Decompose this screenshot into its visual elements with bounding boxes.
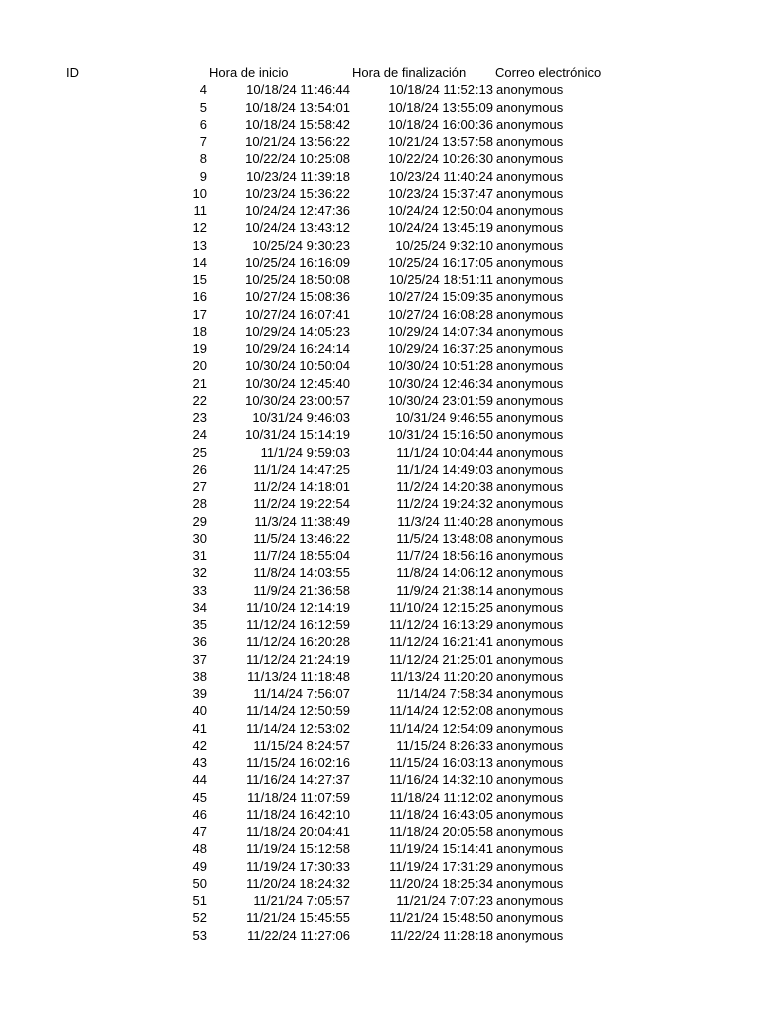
table-row	[0, 927, 768, 944]
cell-id: 11	[193, 203, 207, 218]
cell-end-time: 11/19/24 15:14:41	[389, 841, 493, 857]
cell-start-time: 11/13/24 11:18:48	[247, 668, 350, 684]
cell-end-time: 10/23/24 15:37:47	[388, 185, 493, 201]
table-row	[0, 702, 768, 719]
cell-email: anonymous	[496, 772, 564, 788]
cell-id: 28	[192, 496, 207, 512]
table-row	[0, 771, 768, 788]
cell-email: anonymous	[496, 151, 564, 167]
cell-id: 19	[192, 341, 207, 356]
cell-email: anonymous	[496, 720, 564, 736]
cell-start-time: 11/14/24 7:56:07	[253, 686, 350, 701]
cell-id: 47	[192, 824, 207, 839]
cell-email: anonymous	[496, 220, 564, 236]
table-row	[0, 461, 768, 478]
cell-email: anonymous	[496, 375, 564, 391]
cell-start-time: 10/30/24 23:00:57	[245, 392, 350, 408]
cell-id: 25	[192, 444, 207, 460]
cell-email: anonymous	[496, 427, 564, 443]
cell-id: 27	[192, 479, 207, 494]
table-row	[0, 651, 768, 668]
table-row	[0, 116, 768, 133]
cell-end-time: 10/31/24 9:46:55	[395, 410, 493, 425]
table-row	[0, 564, 768, 581]
cell-email: anonymous	[496, 185, 564, 201]
cell-start-time: 11/7/24 18:55:04	[253, 548, 350, 563]
cell-email: anonymous	[496, 513, 564, 529]
cell-end-time: 10/30/24 12:46:34	[388, 375, 493, 391]
cell-email: anonymous	[496, 134, 564, 149]
cell-end-time: 10/27/24 15:09:35	[388, 289, 493, 305]
table-body	[0, 81, 768, 944]
cell-start-time: 11/8/24 14:03:55	[253, 565, 350, 581]
cell-id: 38	[192, 668, 207, 684]
cell-end-time: 10/24/24 13:45:19	[388, 220, 493, 236]
cell-end-time: 11/19/24 17:31:29	[389, 858, 493, 874]
cell-email: anonymous	[496, 651, 564, 667]
table-row	[0, 909, 768, 926]
spreadsheet-table	[0, 64, 768, 944]
cell-email: anonymous	[496, 99, 564, 115]
cell-start-time: 11/12/24 21:24:19	[246, 651, 350, 667]
table-row	[0, 754, 768, 771]
cell-id: 10	[192, 185, 207, 201]
table-row	[0, 306, 768, 323]
cell-end-time: 10/25/24 16:17:05	[388, 254, 493, 270]
cell-end-time: 11/1/24 10:04:44	[396, 444, 493, 460]
table-row	[0, 202, 768, 219]
table-row	[0, 288, 768, 305]
cell-start-time: 11/2/24 14:18:01	[253, 479, 350, 494]
cell-email: anonymous	[496, 479, 564, 494]
cell-email: anonymous	[496, 203, 564, 218]
cell-id: 49	[192, 858, 207, 874]
cell-end-time: 11/1/24 14:49:03	[396, 461, 493, 477]
table-row	[0, 668, 768, 685]
cell-start-time: 10/23/24 15:36:22	[245, 185, 350, 201]
cell-email: anonymous	[496, 806, 564, 822]
cell-start-time: 10/18/24 11:46:44	[246, 82, 350, 98]
cell-email: anonymous	[496, 875, 564, 891]
cell-end-time: 11/20/24 18:25:34	[389, 875, 493, 891]
cell-email: anonymous	[496, 737, 564, 753]
table-row	[0, 219, 768, 236]
cell-start-time: 11/19/24 17:30:33	[246, 858, 350, 874]
cell-email: anonymous	[496, 893, 564, 908]
cell-id: 50	[192, 875, 207, 891]
cell-start-time: 11/16/24 14:27:37	[246, 772, 350, 788]
cell-email: anonymous	[496, 617, 564, 632]
cell-end-time: 11/14/24 7:58:34	[396, 686, 493, 701]
cell-start-time: 11/21/24 7:05:57	[253, 893, 350, 908]
cell-id: 20	[192, 358, 207, 374]
cell-start-time: 11/21/24 15:45:55	[246, 910, 350, 926]
cell-id: 31	[192, 548, 207, 563]
cell-id: 45	[192, 789, 207, 805]
table-row	[0, 271, 768, 288]
cell-start-time: 10/31/24 15:14:19	[245, 427, 350, 443]
table-row	[0, 444, 768, 461]
cell-email: anonymous	[496, 254, 564, 270]
cell-end-time: 10/24/24 12:50:04	[388, 203, 493, 218]
cell-email: anonymous	[496, 444, 564, 460]
cell-end-time: 10/18/24 16:00:36	[388, 116, 493, 132]
cell-start-time: 10/18/24 15:58:42	[245, 116, 350, 132]
cell-id: 8	[199, 151, 207, 167]
table-row	[0, 409, 768, 426]
cell-id: 14	[192, 254, 207, 270]
table-row	[0, 685, 768, 702]
cell-id: 5	[199, 99, 207, 115]
table-row	[0, 582, 768, 599]
cell-start-time: 11/9/24 21:36:58	[253, 582, 350, 598]
cell-start-time: 10/29/24 16:24:14	[245, 341, 350, 356]
cell-email: anonymous	[496, 703, 564, 719]
cell-email: anonymous	[496, 358, 564, 374]
cell-start-time: 11/14/24 12:50:59	[246, 703, 350, 719]
cell-email: anonymous	[496, 910, 564, 926]
cell-id: 37	[192, 651, 207, 667]
cell-start-time: 11/22/24 11:27:06	[247, 927, 350, 943]
table-row	[0, 133, 768, 150]
cell-start-time: 11/18/24 11:07:59	[247, 789, 350, 805]
cell-end-time: 11/21/24 7:07:23	[396, 893, 493, 908]
cell-end-time: 11/22/24 11:28:18	[390, 927, 493, 943]
column-header-id: ID	[66, 65, 79, 80]
cell-end-time: 10/22/24 10:26:30	[388, 151, 493, 167]
table-row	[0, 789, 768, 806]
cell-id: 43	[192, 755, 207, 770]
cell-id: 44	[192, 772, 207, 788]
cell-start-time: 10/25/24 9:30:23	[252, 237, 350, 253]
cell-id: 29	[192, 513, 207, 529]
table-row	[0, 254, 768, 271]
cell-start-time: 10/30/24 12:45:40	[245, 375, 350, 391]
cell-email: anonymous	[496, 927, 564, 943]
cell-end-time: 11/12/24 21:25:01	[389, 651, 493, 667]
cell-end-time: 10/27/24 16:08:28	[388, 306, 493, 322]
cell-email: anonymous	[496, 548, 564, 563]
cell-id: 30	[192, 530, 207, 546]
table-row	[0, 858, 768, 875]
table-row	[0, 81, 768, 98]
cell-email: anonymous	[496, 237, 564, 253]
cell-id: 34	[192, 599, 207, 615]
cell-end-time: 10/25/24 9:32:10	[395, 237, 493, 253]
cell-start-time: 11/18/24 20:04:41	[246, 824, 350, 839]
cell-id: 46	[192, 806, 207, 822]
cell-id: 41	[192, 720, 207, 736]
cell-id: 33	[192, 582, 207, 598]
cell-email: anonymous	[496, 82, 564, 98]
cell-end-time: 11/12/24 16:13:29	[389, 617, 493, 632]
cell-start-time: 10/24/24 12:47:36	[245, 203, 350, 218]
table-row	[0, 875, 768, 892]
table-row	[0, 357, 768, 374]
cell-end-time: 11/14/24 12:52:08	[389, 703, 493, 719]
cell-email: anonymous	[496, 634, 564, 650]
table-row	[0, 150, 768, 167]
cell-id: 18	[192, 323, 207, 339]
cell-id: 21	[192, 375, 207, 391]
cell-end-time: 11/15/24 8:26:33	[396, 737, 493, 753]
cell-end-time: 11/10/24 12:15:25	[389, 599, 493, 615]
cell-start-time: 11/5/24 13:46:22	[253, 530, 350, 546]
cell-end-time: 10/21/24 13:57:58	[388, 134, 493, 149]
cell-end-time: 10/25/24 18:51:11	[389, 272, 493, 287]
cell-end-time: 11/2/24 19:24:32	[396, 496, 493, 512]
cell-id: 9	[199, 168, 207, 184]
cell-email: anonymous	[496, 341, 564, 356]
table-header-row	[0, 64, 768, 81]
cell-start-time: 11/1/24 9:59:03	[260, 444, 350, 460]
cell-start-time: 11/14/24 12:53:02	[246, 720, 350, 736]
cell-end-time: 10/30/24 23:01:59	[388, 392, 493, 408]
cell-start-time: 11/10/24 12:14:19	[246, 599, 350, 615]
cell-id: 40	[192, 703, 207, 719]
cell-end-time: 11/9/24 21:38:14	[396, 582, 493, 598]
cell-end-time: 10/29/24 16:37:25	[388, 341, 493, 356]
cell-id: 13	[192, 237, 207, 253]
table-row	[0, 513, 768, 530]
cell-start-time: 10/25/24 16:16:09	[245, 254, 350, 270]
cell-end-time: 11/21/24 15:48:50	[389, 910, 493, 926]
cell-email: anonymous	[496, 858, 564, 874]
cell-end-time: 10/18/24 11:52:13	[389, 82, 493, 98]
cell-id: 6	[199, 116, 207, 132]
cell-end-time: 11/15/24 16:03:13	[389, 755, 493, 770]
cell-email: anonymous	[496, 841, 564, 857]
cell-email: anonymous	[496, 686, 564, 701]
cell-end-time: 11/8/24 14:06:12	[396, 565, 493, 581]
cell-start-time: 10/21/24 13:56:22	[245, 134, 350, 149]
table-row	[0, 823, 768, 840]
cell-email: anonymous	[496, 323, 564, 339]
cell-start-time: 10/29/24 14:05:23	[245, 323, 350, 339]
cell-start-time: 10/25/24 18:50:08	[245, 272, 350, 287]
cell-id: 17	[192, 306, 207, 322]
table-row	[0, 633, 768, 650]
cell-start-time: 11/12/24 16:12:59	[246, 617, 350, 632]
cell-email: anonymous	[496, 116, 564, 132]
cell-email: anonymous	[496, 582, 564, 598]
cell-id: 42	[192, 737, 207, 753]
table-row	[0, 340, 768, 357]
table-row	[0, 840, 768, 857]
cell-email: anonymous	[496, 755, 564, 770]
cell-start-time: 10/23/24 11:39:18	[246, 168, 350, 184]
cell-end-time: 10/30/24 10:51:28	[388, 358, 493, 374]
cell-end-time: 10/31/24 15:16:50	[388, 427, 493, 443]
cell-id: 24	[192, 427, 207, 443]
cell-start-time: 10/31/24 9:46:03	[252, 410, 350, 425]
cell-id: 53	[192, 927, 207, 943]
table-row	[0, 426, 768, 443]
cell-end-time: 10/23/24 11:40:24	[389, 168, 493, 184]
table-row	[0, 599, 768, 616]
cell-start-time: 10/22/24 10:25:08	[245, 151, 350, 167]
cell-start-time: 11/2/24 19:22:54	[253, 496, 350, 512]
table-row	[0, 237, 768, 254]
table-row	[0, 323, 768, 340]
cell-id: 52	[192, 910, 207, 926]
cell-end-time: 11/13/24 11:20:20	[390, 668, 493, 684]
table-row	[0, 737, 768, 754]
cell-end-time: 11/14/24 12:54:09	[389, 720, 493, 736]
cell-id: 35	[192, 617, 207, 632]
table-row	[0, 185, 768, 202]
cell-end-time: 11/16/24 14:32:10	[389, 772, 493, 788]
cell-start-time: 11/12/24 16:20:28	[246, 634, 350, 650]
cell-start-time: 11/1/24 14:47:25	[253, 461, 350, 477]
cell-end-time: 11/18/24 11:12:02	[390, 789, 493, 805]
column-header-start-time: Hora de inicio	[209, 65, 289, 80]
cell-end-time: 11/18/24 20:05:58	[389, 824, 493, 839]
cell-email: anonymous	[496, 289, 564, 305]
cell-email: anonymous	[496, 461, 564, 477]
cell-id: 16	[192, 289, 207, 305]
cell-id: 39	[192, 686, 207, 701]
table-row	[0, 892, 768, 909]
cell-id: 7	[199, 134, 207, 149]
table-row	[0, 547, 768, 564]
cell-email: anonymous	[496, 168, 564, 184]
cell-start-time: 11/3/24 11:38:49	[254, 513, 350, 529]
cell-start-time: 11/18/24 16:42:10	[246, 806, 350, 822]
cell-end-time: 10/29/24 14:07:34	[388, 323, 493, 339]
cell-id: 26	[192, 461, 207, 477]
cell-id: 51	[192, 893, 207, 908]
cell-id: 48	[192, 841, 207, 857]
cell-id: 15	[192, 272, 207, 287]
cell-id: 12	[192, 220, 207, 236]
cell-end-time: 11/18/24 16:43:05	[389, 806, 493, 822]
cell-email: anonymous	[496, 272, 564, 287]
cell-end-time: 11/3/24 11:40:28	[397, 513, 493, 529]
table-row	[0, 99, 768, 116]
cell-end-time: 10/18/24 13:55:09	[388, 99, 493, 115]
cell-id: 23	[192, 410, 207, 425]
column-header-email: Correo electrónico	[495, 65, 602, 80]
cell-end-time: 11/5/24 13:48:08	[396, 530, 493, 546]
cell-email: anonymous	[496, 565, 564, 581]
cell-email: anonymous	[496, 410, 564, 425]
table-row	[0, 495, 768, 512]
cell-id: 22	[192, 392, 207, 408]
cell-start-time: 10/30/24 10:50:04	[245, 358, 350, 374]
table-row	[0, 392, 768, 409]
cell-id: 4	[199, 82, 207, 98]
cell-start-time: 11/20/24 18:24:32	[246, 875, 350, 891]
table-row	[0, 616, 768, 633]
cell-start-time: 10/27/24 16:07:41	[245, 306, 350, 322]
cell-start-time: 10/18/24 13:54:01	[245, 99, 350, 115]
cell-id: 36	[192, 634, 207, 650]
cell-start-time: 11/15/24 8:24:57	[253, 737, 350, 753]
cell-email: anonymous	[496, 306, 564, 322]
table-row	[0, 530, 768, 547]
cell-end-time: 11/7/24 18:56:16	[396, 548, 493, 563]
table-row	[0, 375, 768, 392]
table-row	[0, 806, 768, 823]
table-row	[0, 478, 768, 495]
cell-end-time: 11/12/24 16:21:41	[389, 634, 493, 650]
cell-email: anonymous	[496, 599, 564, 615]
cell-start-time: 10/27/24 15:08:36	[245, 289, 350, 305]
cell-end-time: 11/2/24 14:20:38	[396, 479, 493, 494]
cell-start-time: 11/15/24 16:02:16	[246, 755, 350, 770]
table-row	[0, 720, 768, 737]
cell-email: anonymous	[496, 668, 564, 684]
cell-start-time: 11/19/24 15:12:58	[246, 841, 350, 857]
cell-email: anonymous	[496, 789, 564, 805]
cell-email: anonymous	[496, 824, 564, 839]
cell-email: anonymous	[496, 496, 564, 512]
table-row	[0, 168, 768, 185]
cell-id: 32	[192, 565, 207, 581]
cell-email: anonymous	[496, 530, 564, 546]
column-header-end-time: Hora de finalización	[352, 65, 467, 80]
cell-email: anonymous	[496, 392, 564, 408]
cell-start-time: 10/24/24 13:43:12	[245, 220, 350, 236]
